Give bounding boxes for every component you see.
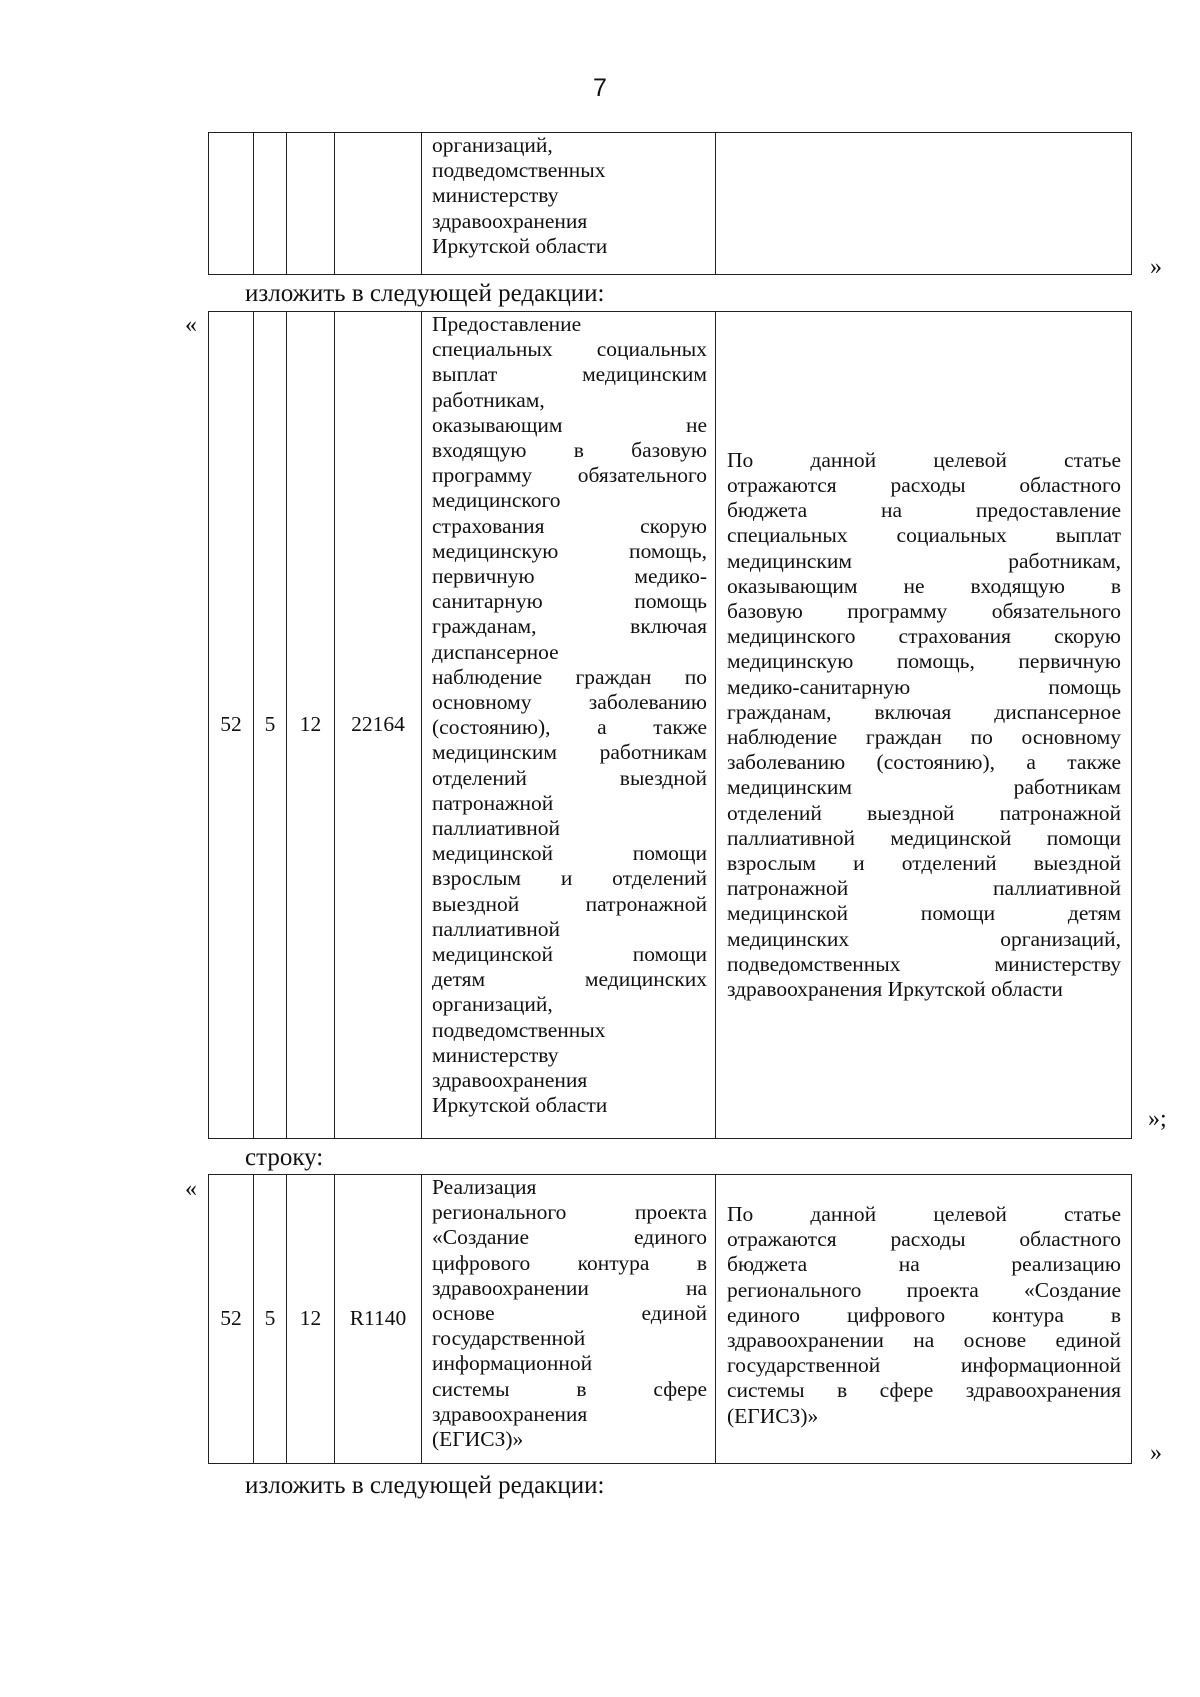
text-line: базовую программу обязательного [727, 598, 1121, 623]
text-line: подведомственных министерству [727, 951, 1121, 976]
text-line: наблюдение граждан по [432, 664, 707, 689]
text-line: бюджета на предоставление [727, 498, 1121, 523]
text-line: По данной целевой статье [727, 1202, 1121, 1226]
text-line: государственной [432, 1326, 586, 1351]
text-line: оказывающим не [432, 412, 707, 437]
code-cell-4: R1140 [335, 1175, 422, 1464]
text-line: патронажной паллиативной [727, 876, 1121, 901]
text-line: паллиативной [432, 816, 561, 841]
text-line: медицинским работникам [727, 775, 1121, 800]
code-cell-4: 22164 [335, 312, 422, 1139]
code-cell-2 [254, 133, 287, 275]
text-line: системы в сфере здравоохранения [727, 1378, 1121, 1403]
text-line: медицинским работникам [432, 740, 707, 765]
text-line: медицинским работникам, [727, 548, 1121, 573]
text-line: здравоохранения Иркутской области [727, 977, 1063, 1002]
code-cell-3: 12 [287, 312, 335, 1139]
text-line: бюджета на реализацию [727, 1252, 1121, 1277]
text-line: медицинского [432, 488, 561, 513]
closing-quote: » [1150, 1440, 1162, 1466]
text-line: выездной патронажной [432, 891, 707, 916]
text-line: страхования скорую [432, 513, 707, 538]
text-line: входящую в базовую [432, 438, 707, 463]
text-line: медицинской помощи детям [727, 901, 1121, 926]
text-line: медицинских организаций, [727, 926, 1121, 951]
table-row [209, 312, 1132, 1139]
description-cell [422, 133, 716, 275]
text-line: цифрового контура в [432, 1250, 707, 1275]
code-cell-4 [335, 133, 422, 275]
text-line: информационной [432, 1351, 593, 1376]
note-cell [716, 312, 1132, 1139]
text-line: паллиативной медицинской помощи [727, 825, 1121, 850]
opening-quote: « [185, 312, 197, 338]
text-line: медицинскую помощь, первичную [727, 649, 1121, 674]
text-line: работникам, [432, 387, 545, 412]
text-line: министерству [432, 1042, 559, 1067]
text-line: медицинской помощи [432, 841, 707, 866]
text-line: здравоохранения [432, 1401, 588, 1426]
text-line: медицинской помощи [432, 942, 707, 967]
instruction-caption: изложить в следующей редакции: [245, 1472, 605, 1499]
text-line: отражаются расходы областного [727, 472, 1121, 497]
page-number: 7 [593, 74, 607, 102]
text-line: программу обязательного [432, 463, 707, 488]
text-line: патронажной [432, 790, 554, 815]
text-line: гражданам, включая диспансерное [727, 699, 1121, 724]
text-line: здравоохранении на [432, 1275, 707, 1300]
text-line: (ЕГИСЗ)» [727, 1403, 819, 1428]
table-row-r1140 [208, 1174, 1132, 1464]
code-cell-3: 12 [287, 1175, 335, 1464]
text-line: По данной целевой статье [727, 447, 1121, 472]
code-cell-2: 5 [254, 1175, 287, 1464]
text-line: Реализация [432, 1175, 537, 1199]
text-line: Иркутской области [432, 1093, 608, 1118]
text-line: организаций, [432, 992, 553, 1017]
table-row [209, 133, 1132, 275]
table-fragment-previous-row [208, 132, 1132, 275]
opening-quote: « [185, 1176, 197, 1202]
text-line: организаций, [432, 133, 553, 157]
text-line: взрослым и отделений выездной [727, 851, 1121, 876]
text-line: отделений выездной патронажной [727, 800, 1121, 825]
text-line: подведомственных [432, 158, 606, 183]
text-line: медицинского страхования скорую [727, 624, 1121, 649]
text-line: государственной информационной [727, 1353, 1121, 1378]
text-line: детям медицинских [432, 967, 707, 992]
text-line: Иркутской области [432, 233, 608, 258]
text-line: заболеванию (состоянию), а также [727, 750, 1121, 775]
text-line: отделений выездной [432, 765, 707, 790]
text-line: медицинскую помощь, [432, 538, 707, 563]
code-cell-1 [209, 133, 254, 275]
text-line: медико-санитарную помощь [727, 674, 1121, 699]
text-line: регионального проекта [432, 1200, 707, 1225]
text-line: санитарную помощь [432, 589, 707, 614]
text-line: первичную медико- [432, 564, 707, 589]
table-row-22164 [208, 311, 1132, 1139]
text-line: специальных социальных [432, 337, 707, 362]
table-row [209, 1175, 1132, 1464]
text-line: (состоянию), а также [432, 715, 707, 740]
code-cell-2: 5 [254, 312, 287, 1139]
text-line: здравоохранения [432, 1068, 588, 1093]
code-cell-1: 52 [209, 1175, 254, 1464]
closing-quote: »; [1148, 1106, 1167, 1132]
text-line: основному заболеванию [432, 690, 707, 715]
text-line: отражаются расходы областного [727, 1227, 1121, 1252]
text-line: «Создание единого [432, 1225, 707, 1250]
text-line: единого цифрового контура в [727, 1302, 1121, 1327]
text-line: Предоставление [432, 312, 582, 336]
code-cell-1: 52 [209, 312, 254, 1139]
text-line: системы в сфере [432, 1376, 707, 1401]
code-cell-3 [287, 133, 335, 275]
text-line: выплат медицинским [432, 362, 707, 387]
text-line: здравоохранении на основе единой [727, 1328, 1121, 1353]
note-cell [716, 133, 1132, 275]
text-line: наблюдение граждан по основному [727, 725, 1121, 749]
text-line: здравоохранения [432, 208, 588, 233]
text-line: гражданам, включая [432, 614, 707, 639]
text-line: подведомственных [432, 1017, 606, 1042]
text-line: диспансерное [432, 639, 559, 664]
text-line: оказывающим не входящую в [727, 573, 1121, 598]
text-line: паллиативной [432, 916, 561, 941]
description-cell [422, 312, 716, 1139]
text-line: (ЕГИСЗ)» [432, 1427, 524, 1452]
text-line: регионального проекта «Создание [727, 1277, 1121, 1302]
text-line: взрослым и отделений [432, 866, 707, 891]
description-cell [422, 1175, 716, 1464]
instruction-caption: изложить в следующей редакции: [245, 280, 605, 307]
text-line: специальных социальных выплат [727, 523, 1121, 548]
closing-quote: » [1150, 254, 1162, 280]
text-line: основе единой [432, 1301, 707, 1326]
instruction-caption: строку: [245, 1144, 324, 1171]
note-cell [716, 1175, 1132, 1464]
text-line: министерству [432, 183, 559, 208]
